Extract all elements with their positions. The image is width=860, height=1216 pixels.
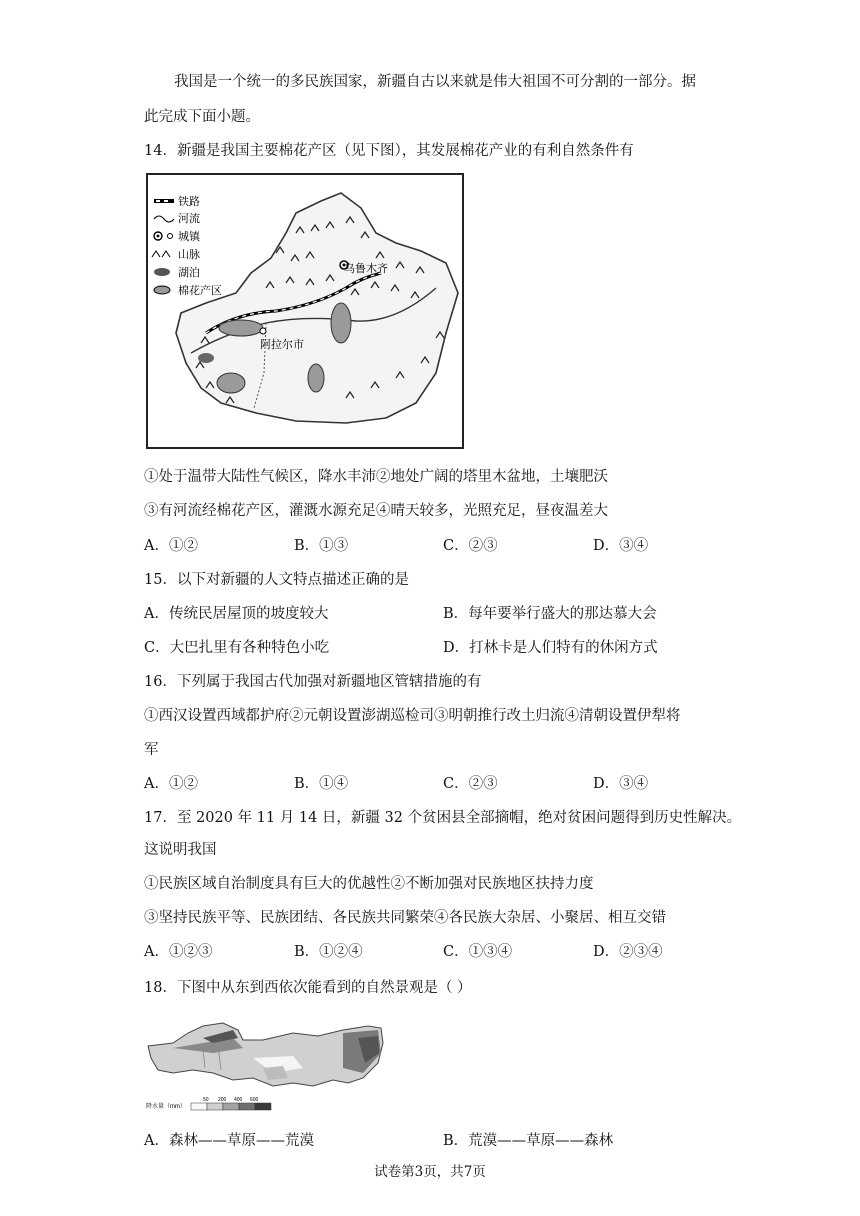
legend-cotton: 棉花产区 (178, 285, 222, 297)
legend-town: 城镇 (178, 231, 200, 243)
q14-option-d[interactable]: D．③④ (593, 538, 649, 554)
cotton-area (217, 373, 245, 393)
q17-statement-2: ③坚持民族平等、民族团结、各民族共同繁荣④各民族大杂居、小聚居、相互交错 (144, 910, 666, 926)
legend-mountain: 山脉 (178, 249, 200, 261)
q18-option-a[interactable]: A．森林——草原——荒漠 (144, 1133, 314, 1149)
legend-value-50: 50 (203, 1097, 209, 1103)
q15-option-c[interactable]: C．大巴扎里有各种特色小吃 (144, 640, 330, 656)
q17-statement-1: ①民族区域自治制度具有巨大的优越性②不断加强对民族地区扶持力度 (144, 876, 594, 892)
legend-value-400: 400 (234, 1097, 243, 1103)
q15-option-a[interactable]: A．传统民居屋顶的坡度较大 (144, 606, 329, 622)
lake (198, 353, 214, 363)
q17-stem-1: 17．至 2020 年 11 月 14 日，新疆 32 个贫困县全部摘帽，绝对贫困问题得到历史性解决。 (144, 810, 742, 826)
q17-option-d[interactable]: D．②③④ (593, 944, 663, 960)
q16-option-a[interactable]: A．①② (144, 776, 198, 792)
q14-option-c[interactable]: C．②③ (443, 538, 498, 554)
q14-option-b[interactable]: B．①③ (294, 538, 349, 554)
q16-option-d[interactable]: D．③④ (593, 776, 649, 792)
legend-railway: 铁路 (178, 196, 200, 208)
q16-statement-2: 军 (144, 742, 159, 758)
legend-lake: 湖泊 (178, 267, 200, 279)
city-alaer-label: 阿拉尔市 (260, 339, 304, 351)
xinjiang-cotton-map (146, 173, 464, 449)
q17-stem-2: 这说明我国 (144, 842, 217, 858)
city-urumqi-label: 乌鲁木齐 (344, 263, 388, 275)
cotton-area (219, 320, 263, 336)
q17-option-c[interactable]: C．①③④ (443, 944, 513, 960)
intro-line-2: 此完成下面小题。 (144, 109, 260, 125)
q14-statement-2: ③有河流经棉花产区，灌溉水源充足④晴天较多，光照充足，昼夜温差大 (144, 503, 608, 519)
q14-statement-1: ①处于温带大陆性气候区，降水丰沛②地处广阔的塔里木盆地，土壤肥沃 (144, 469, 608, 485)
q14-option-a[interactable]: A．①② (144, 538, 198, 554)
legend-value-200: 200 (218, 1097, 227, 1103)
q15-option-d[interactable]: D．打林卡是人们特有的休闲方式 (443, 640, 658, 656)
q16-option-b[interactable]: B．①④ (294, 776, 349, 792)
city-marker (260, 328, 266, 334)
page-footer: 试卷第3页，共7页 (374, 1164, 486, 1180)
q17-option-b[interactable]: B．①②④ (294, 944, 363, 960)
cotton-area (308, 364, 324, 392)
precipitation-legend-title: 降水量（mm） (146, 1104, 186, 1110)
legend-river: 河流 (178, 213, 200, 225)
q18-stem: 18．下图中从东到西依次能看到的自然景观是（ ） (144, 980, 472, 996)
cotton-area (331, 303, 351, 343)
q18-option-b[interactable]: B．荒漠——草原——森林 (443, 1133, 614, 1149)
q17-option-a[interactable]: A．①②③ (144, 944, 213, 960)
q16-option-c[interactable]: C．②③ (443, 776, 498, 792)
intro-line-1: 我国是一个统一的多民族国家，新疆自古以来就是伟大祖国不可分割的一部分。据 (174, 74, 696, 90)
q14-stem: 14．新疆是我国主要棉花产区（见下图），其发展棉花产业的有利自然条件有 (144, 143, 634, 159)
precipitation-map (143, 1018, 386, 1115)
legend-value-600: 600 (250, 1097, 259, 1103)
precipitation-legend (191, 1097, 271, 1110)
q16-statement-1: ①西汉设置西域都护府②元朝设置澎湖巡检司③明朝推行改土归流④清朝设置伊犁将 (144, 708, 681, 724)
q15-option-b[interactable]: B．每年要举行盛大的那达慕大会 (443, 606, 657, 622)
q16-stem: 16．下列属于我国古代加强对新疆地区管辖措施的有 (144, 674, 482, 690)
q15-stem: 15．以下对新疆的人文特点描述正确的是 (144, 572, 409, 588)
